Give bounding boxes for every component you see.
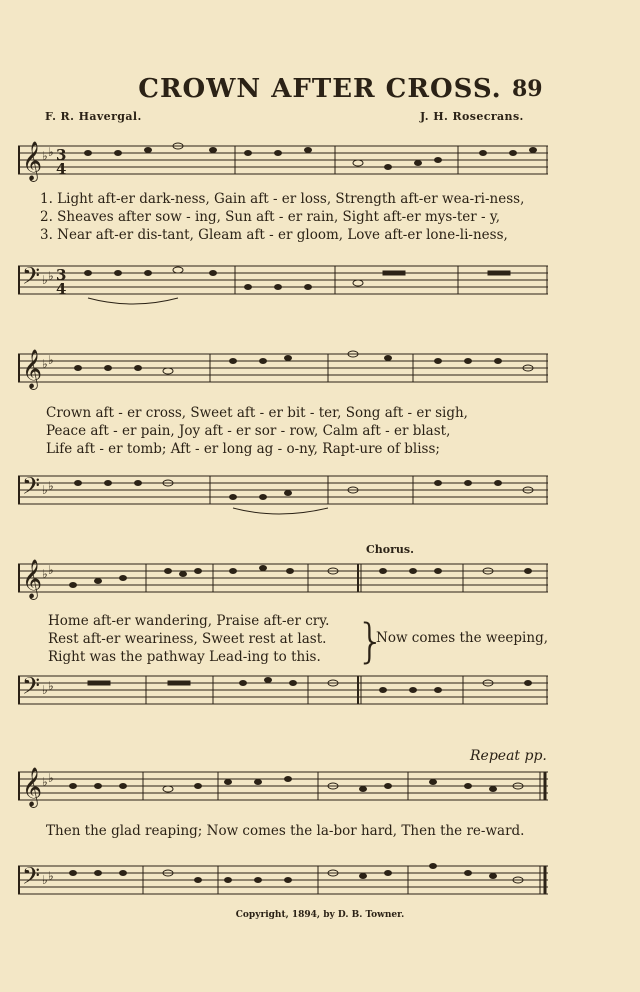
lyric-line: 3. Near aft-er dis-tant, Gleam aft - er gloom, Love aft-er lone-li-ness, (40, 227, 508, 243)
svg-text:♭: ♭ (48, 479, 54, 493)
svg-text:♭: ♭ (48, 771, 54, 785)
svg-text:♭: ♭ (42, 775, 48, 789)
treble-staff-system-4 (18, 764, 548, 814)
svg-text:4: 4 (56, 160, 67, 178)
treble-staff-system-2 (18, 346, 548, 396)
author-credit: F. R. Havergal. (45, 110, 142, 123)
svg-text:𝄞: 𝄞 (22, 767, 43, 807)
hymn-title: CROWN AFTER CROSS. (138, 74, 502, 104)
svg-text:♭: ♭ (42, 567, 48, 581)
treble-staff-system-1 (18, 138, 548, 188)
svg-text:♭: ♭ (42, 683, 48, 697)
svg-text:3: 3 (56, 146, 67, 164)
svg-text:♭: ♭ (42, 873, 48, 887)
lyric-line: 1. Light aft-er dark-ness, Gain aft - er loss, Strength aft-er wea-ri-ness, (40, 191, 525, 207)
lyric-line: Home aft-er wandering, Praise aft-er cry. (48, 613, 330, 629)
lyric-line: 2. Sheaves after sow - ing, Sun aft - er rain, Sight aft-er mys-ter - y, (40, 209, 500, 225)
verse-lyrics-system-1 (40, 190, 524, 244)
lyric-line: Crown aft - er cross, Sweet aft - er bit - ter, Song aft - er sigh, (46, 405, 468, 421)
verse-lyrics-system-2 (46, 404, 468, 458)
lyric-line: Rest aft-er weariness, Sweet rest at last. (48, 631, 327, 647)
refrain-text: Now comes the weeping, (376, 630, 549, 646)
chorus-lyrics (48, 612, 329, 666)
bass-staff-system-2 (18, 468, 548, 518)
svg-text:♭: ♭ (48, 145, 54, 159)
svg-text:𝄢: 𝄢 (22, 262, 41, 295)
treble-staff-system-3 (18, 556, 548, 606)
lyric-line: Right was the pathway Lead-ing to this. (48, 649, 321, 665)
svg-text:♭: ♭ (48, 679, 54, 693)
svg-text:𝄞: 𝄞 (22, 349, 43, 389)
svg-text:𝄞: 𝄞 (22, 559, 43, 599)
svg-text:♭: ♭ (48, 353, 54, 367)
lyric-line: Then the glad reaping; Now comes the la-bor hard, Then the re-ward. (46, 823, 525, 839)
svg-text:♭: ♭ (48, 869, 54, 883)
verse-lyrics-system-4 (46, 822, 524, 840)
bass-staff-system-3 (18, 668, 548, 718)
svg-text:♭: ♭ (42, 149, 48, 163)
svg-text:3: 3 (56, 266, 67, 284)
svg-text:♭: ♭ (42, 483, 48, 497)
lyric-brace: } (356, 614, 386, 668)
svg-text:𝄢: 𝄢 (22, 672, 41, 705)
lyric-line: Life aft - er tomb; Aft - er long ag - o-ny, Rapt-ure of bliss; (46, 441, 440, 457)
svg-text:♭: ♭ (48, 269, 54, 283)
lyric-line: Peace aft - er pain, Joy aft - er sor - row, Calm aft - er blast, (46, 423, 451, 439)
bass-staff-system-1 (18, 258, 548, 308)
chorus-label: Chorus. (366, 543, 414, 556)
repeat-mark: Repeat pp. (470, 748, 547, 764)
bass-staff-system-4 (18, 858, 548, 908)
svg-text:♭: ♭ (42, 357, 48, 371)
svg-text:𝄞: 𝄞 (22, 141, 43, 181)
svg-text:♭: ♭ (48, 563, 54, 577)
composer-credit: J. H. Rosecrans. (420, 110, 524, 123)
svg-text:𝄢: 𝄢 (22, 862, 41, 895)
svg-text:♭: ♭ (42, 273, 48, 287)
page-number: 89 (512, 76, 543, 102)
svg-text:4: 4 (56, 280, 67, 298)
svg-text:𝄢: 𝄢 (22, 472, 41, 505)
copyright-notice: Copyright, 1894, by D. B. Towner. (235, 910, 405, 920)
